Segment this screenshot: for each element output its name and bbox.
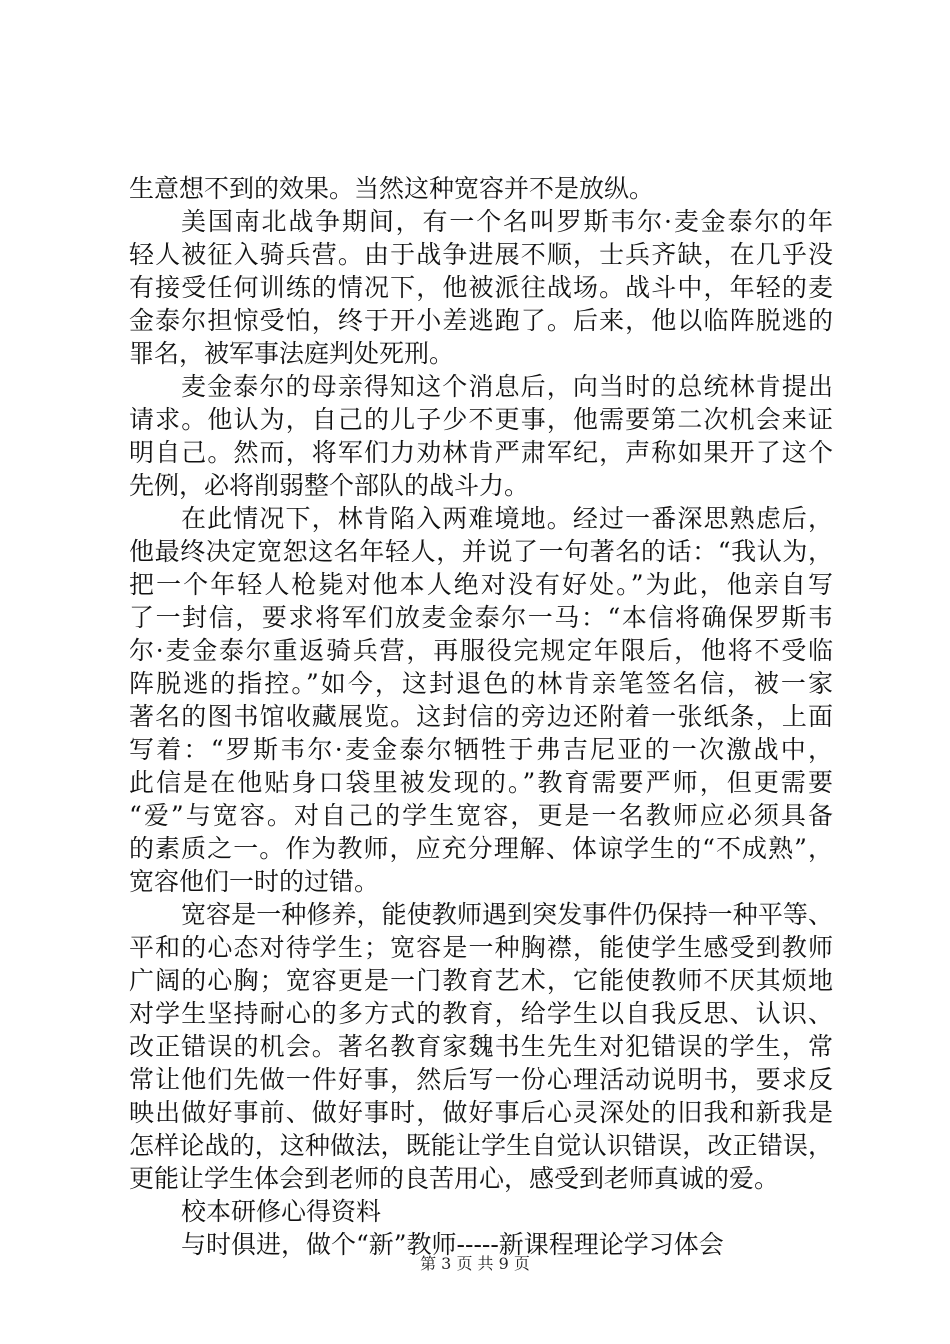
text-line: 轻人被征入骑兵营。由于战争进展不顺，士兵齐缺，在几乎没 [129, 240, 833, 269]
text-line: 把一个年轻人枪毙对他本人绝对没有好处。”为此，他亲自写 [129, 570, 833, 599]
text-line: 宽容他们一时的过错。 [129, 867, 380, 896]
text-line: 怎样论战的，这种做法，既能让学生自觉认识错误，改正错误， [129, 1131, 833, 1160]
text-line: 更能让学生体会到老师的良苦用心，感受到老师真诚的爱。 [129, 1164, 780, 1193]
text-line: 金泰尔担惊受怕，终于开小差逃跑了。后来，他以临阵脱逃的 [129, 306, 833, 335]
text-line: 著名的图书馆收藏展览。这封信的旁边还附着一张纸条，上面 [129, 702, 833, 731]
text-line: 常让他们先做一件好事，然后写一份心理活动说明书，要求反 [129, 1065, 833, 1094]
document-body [129, 172, 833, 1261]
text-line: 罪名，被军事法庭判处死刑。 [129, 339, 455, 368]
text-line: 他最终决定宽恕这名年轻人，并说了一句著名的话：“我认为， [129, 537, 833, 566]
text-line: 的素质之一。作为教师，应充分理解、体谅学生的“不成熟”， [129, 834, 833, 863]
text-line: 宽容是一种修养，能使教师遇到突发事件仍保持一种平等、 [181, 900, 833, 929]
text-line: 先例，必将削弱整个部队的战斗力。 [129, 471, 530, 500]
text-line: 平和的心态对待学生；宽容是一种胸襟，能使学生感受到教师 [129, 933, 833, 962]
text-line: 校本研修心得资料 [181, 1197, 382, 1226]
text-line: 阵脱逃的指控。”如今，这封退色的林肯亲笔签名信，被一家 [129, 669, 833, 698]
text-line: 对学生坚持耐心的多方式的教育，给学生以自我反思、认识、 [129, 999, 833, 1028]
text-line: “爱”与宽容。对自己的学生宽容，更是一名教师应必须具备 [129, 801, 833, 830]
text-line: 尔·麦金泰尔重返骑兵营，再服役完规定年限后，他将不受临 [129, 636, 833, 665]
text-line: 在此情况下，林肯陷入两难境地。经过一番深思熟虑后， [181, 504, 833, 533]
page-footer: 第 3 页 共 9 页 [420, 1254, 530, 1273]
text-line: 与时俱进，做个“新”教师-----新课程理论学习体会 [181, 1230, 724, 1259]
text-line: 麦金泰尔的母亲得知这个消息后，向当时的总统林肯提出 [181, 372, 833, 401]
text-line: 生意想不到的效果。当然这种宽容并不是放纵。 [129, 174, 655, 203]
text-line: 写着：“罗斯韦尔·麦金泰尔牺牲于弗吉尼亚的一次激战中， [129, 735, 833, 764]
text-line: 请求。他认为，自己的儿子少不更事，他需要第二次机会来证 [129, 405, 833, 434]
text-line: 广阔的心胸；宽容更是一门教育艺术，它能使教师不厌其烦地 [129, 966, 833, 995]
text-line: 映出做好事前、做好事时，做好事后心灵深处的旧我和新我是 [129, 1098, 833, 1127]
text-line: 明自己。然而，将军们力劝林肯严肃军纪，声称如果开了这个 [129, 438, 833, 467]
text-line: 美国南北战争期间，有一个名叫罗斯韦尔·麦金泰尔的年 [181, 207, 833, 236]
text-line: 此信是在他贴身口袋里被发现的。”教育需要严师，但更需要 [129, 768, 833, 797]
text-line: 改正错误的机会。著名教育家魏书生先生对犯错误的学生，常 [129, 1032, 833, 1061]
text-line: 了一封信，要求将军们放麦金泰尔一马：“本信将确保罗斯韦 [129, 603, 833, 632]
text-line: 有接受任何训练的情况下，他被派往战场。战斗中，年轻的麦 [129, 273, 833, 302]
